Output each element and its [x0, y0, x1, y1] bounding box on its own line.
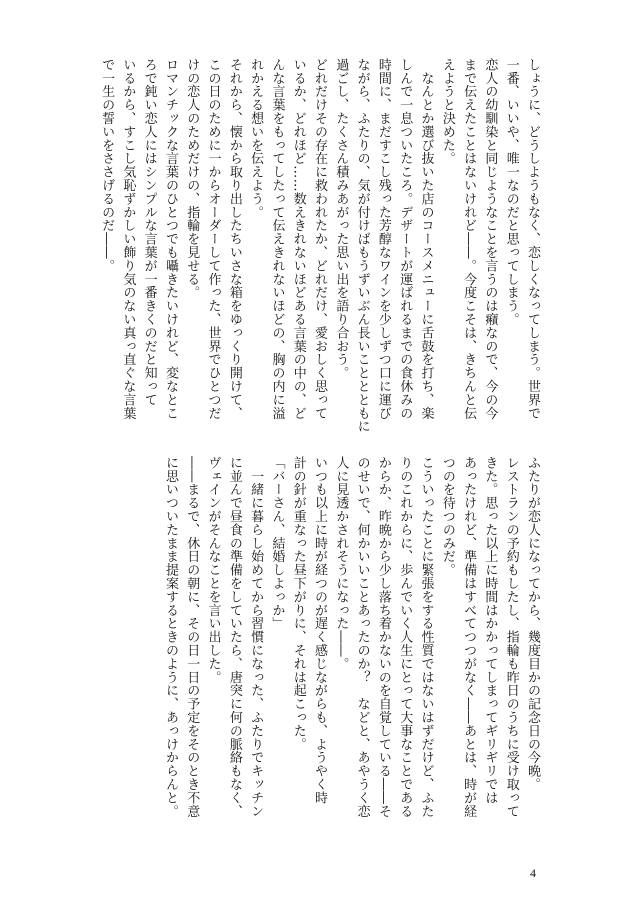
text-line: この日のために一からオーダーして作った、世界でひとつだ [205, 58, 221, 420]
text-line: のせいで、何かいいことあったのか？ などと、あやうく恋 [354, 456, 370, 818]
text-line: いるか、どれほど……数えきれないほどある言葉の中の、ど [290, 58, 306, 420]
text-line: いつも以上に時が経つのが遅く感じながらも、ようやく時 [312, 456, 328, 805]
text-line: 時間に、まだすこし残った芳醇なワインを少しずつ口に運び [375, 58, 391, 420]
text-line: レストランの予約もしたし、指輪も昨日のうちに受け取って [503, 456, 519, 818]
text-line: こういったことに緊張をする性質ではないはずだけど、ふた [418, 456, 434, 818]
text-line: しょうに、どうしようもなく、恋しくなってしまう。世界で [525, 58, 540, 420]
text-line: 一緒に暮らし始めてから習慣になった、ふたりでキッチン [248, 456, 264, 818]
text-line: どれだけその存在に救われたか、どれだけ、愛おしく思って [312, 58, 328, 420]
text-line: まで伝えたことはないけれど――。今度こそは、きちんと伝 [461, 58, 477, 420]
text-line: なんとか選び抜いた店のコースメニューに舌鼓を打ち、楽 [418, 58, 434, 420]
text-line: えようと決めた。 [439, 58, 455, 166]
text-line: で一生の誓いをささげるのだ――。 [99, 58, 115, 273]
text-line: 人に見透かされそうになった――。 [333, 456, 349, 671]
text-line: ロマンチックな言葉のひとつでも囁きたいけれど、変なとこ [162, 58, 178, 420]
text-line: んな言葉をもってしたって伝えきれないほどの、胸の内に溢 [269, 58, 285, 420]
text-block-top [96, 58, 543, 434]
text-line: 恋人の幼馴染と同じようなことを言うのは癪なので、今の今 [482, 58, 498, 420]
text-line: に思いついたまま提案するときのように、あっけからんと。 [162, 456, 178, 818]
text-line: 「バーさん、結婚しよっか」 [269, 456, 285, 631]
text-line: ろで鈍い恋人にはシンプルな言葉が一番きくのだと知って [141, 58, 157, 407]
text-line: ながら、ふたりの、気が付けばもうずいぶん長いこととともに [354, 58, 370, 434]
text-line: それから、懐から取り出したちいさな箱をゆっくり開けて、 [226, 58, 242, 420]
text-line: ふたりが恋人になってから、幾度目かの記念日の今晩。 [525, 456, 540, 791]
text-line: に並んで昼食の準備をしていたら、唐突に何の脈絡もなく、 [226, 456, 242, 818]
text-line: りのこれからに、歩んでいく人生にとって大事なことである [397, 456, 413, 818]
text-line: つのを待つのみだ。 [439, 456, 455, 577]
text-line: からか、昨晩から少し落ち着かないのを自覚している――そ [375, 456, 391, 818]
page-number: 4 [530, 866, 536, 880]
text-line: きた。思った以上に時間はかかってしまってギリギリでは [482, 456, 498, 805]
text-line: れかえる想いを伝えよう。 [248, 58, 264, 219]
text-line: ヴェインがそんなことを言い出した。 [205, 456, 221, 684]
text-line: あったけれど、準備はすべてつつがなく――あとは、時が経 [461, 456, 477, 818]
text-line: 過ごし、たくさん積みあがった思い出を語り合おう。 [333, 58, 349, 380]
text-line: ――まるで、休日の朝に、その日一日の予定をそのとき不意 [184, 456, 200, 818]
text-line: 計の針が重なった昼下がりに、それは起こった。 [290, 456, 306, 751]
text-line: けの恋人のためだけの、指輪を見せる。 [184, 58, 200, 300]
text-line: いるから、すこし気恥ずかしい飾り気のない真っ直ぐな言葉 [120, 58, 136, 420]
text-block-bottom [160, 456, 543, 846]
text-line: しんで一息ついたころ。デザートが運ばれるまでの食休みの [397, 58, 413, 420]
text-line: 一番、いいや、唯一なのだと思ってしまう。 [503, 58, 519, 326]
